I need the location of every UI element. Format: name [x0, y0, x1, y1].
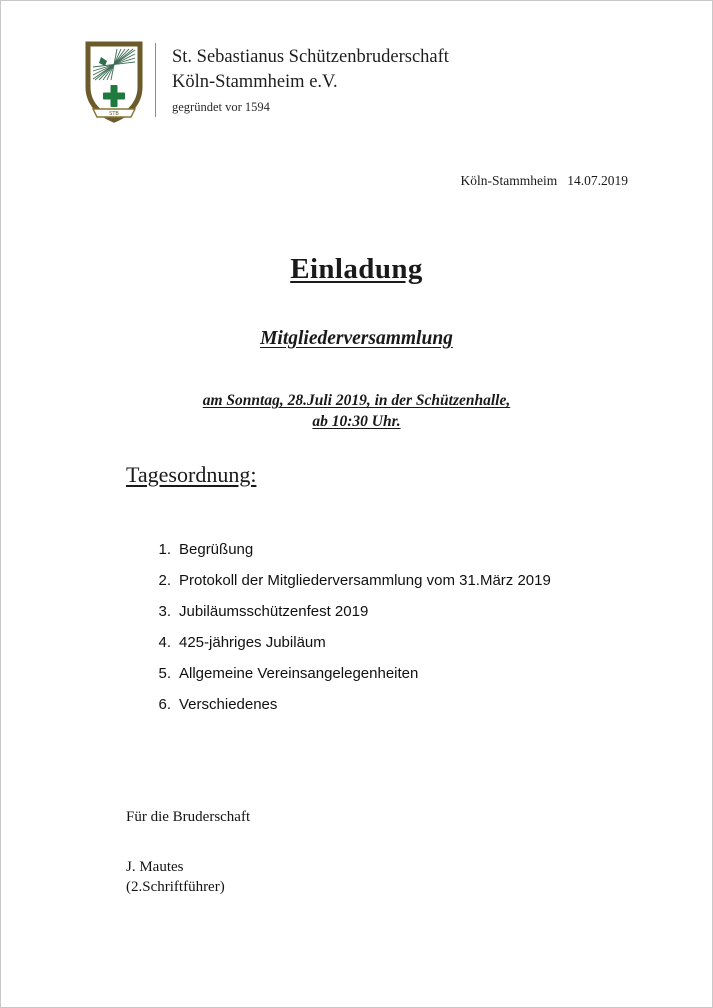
list-item — [149, 534, 551, 565]
title-block — [1, 253, 712, 432]
closing-block — [126, 807, 250, 897]
agenda-list — [149, 534, 551, 720]
list-item — [149, 627, 551, 658]
closing-salutation: Für die Bruderschaft — [126, 809, 251, 825]
signer-role: (2.Schriftführer) — [126, 879, 225, 895]
org-name-line1: St. Sebastianus Schützenbruderschaft — [172, 47, 449, 67]
list-item-number: 4. — [158, 634, 171, 651]
list-item — [149, 689, 551, 720]
coat-of-arms-icon — [85, 41, 143, 123]
list-item-label: Verschiedenes — [179, 696, 278, 713]
list-item-label: Begrüßung — [179, 541, 254, 558]
list-item-label: Jubiläumsschützenfest 2019 — [179, 603, 369, 620]
page-title: Einladung — [290, 253, 423, 285]
list-item-number: 1. — [158, 541, 171, 558]
list-item — [149, 658, 551, 689]
signer-name: J. Mautes — [126, 859, 184, 875]
list-item-label: Allgemeine Vereinsangelegenheiten — [179, 665, 419, 682]
svg-text:STB: STB — [109, 111, 119, 117]
place-date — [461, 173, 629, 189]
org-founded: gegründet vor 1594 — [172, 100, 270, 114]
list-item — [149, 565, 551, 596]
signature-block — [126, 857, 250, 897]
meeting-details — [1, 390, 712, 432]
page-subtitle: Mitgliederversammlung — [260, 328, 453, 349]
date-text: 14.07.2019 — [567, 173, 628, 188]
list-item-number: 3. — [158, 603, 171, 620]
letterhead — [85, 41, 449, 123]
list-item-number: 6. — [158, 696, 171, 713]
letterhead-text — [172, 41, 449, 117]
list-item-label: Protokoll der Mitgliederversammlung vom 31.März 2019 — [179, 572, 551, 589]
letterhead-divider — [155, 43, 156, 117]
list-item-number: 2. — [158, 572, 171, 589]
org-name-line2: Köln-Stammheim e.V. — [172, 72, 338, 92]
place-text: Köln-Stammheim — [460, 173, 558, 188]
agenda-heading: Tagesordnung: — [126, 462, 257, 487]
list-item — [149, 596, 551, 627]
meeting-when-line1: am Sonntag, 28.Juli 2019, in der Schützenhalle, — [202, 392, 511, 409]
list-item-number: 5. — [158, 665, 171, 682]
list-item-label: 425-jähriges Jubiläum — [179, 634, 326, 651]
meeting-when-line2: ab 10:30 Uhr. — [312, 413, 401, 430]
